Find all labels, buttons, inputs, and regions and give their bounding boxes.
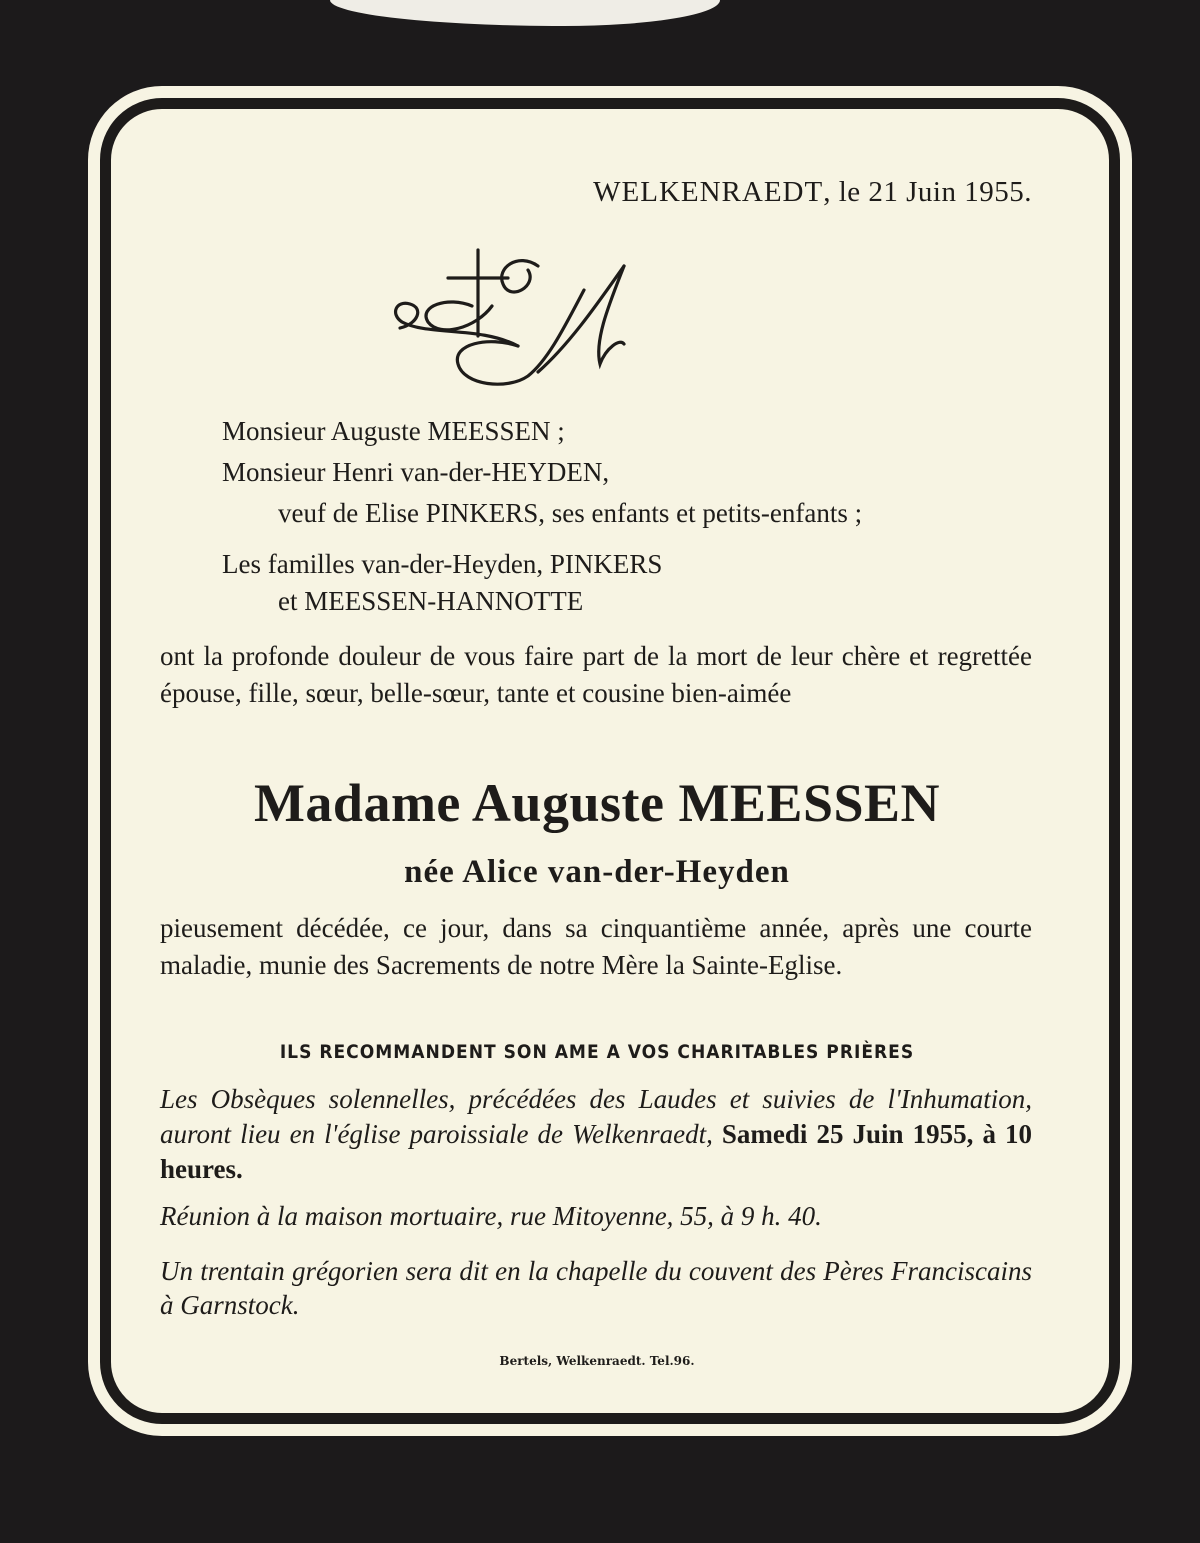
mourner-line-5: et MEESSEN-HANNOTTE xyxy=(278,586,584,616)
mourner-line-3: veuf de Elise PINKERS, ses enfants et petits-enfants ; xyxy=(278,498,863,528)
card-content xyxy=(88,86,1132,1436)
announcement-paragraph: ont la profonde douleur de vous faire part de la mort de leur chère et regrettée épouse, fille, sœur, belle-sœur, tante et cousine bien-aimée xyxy=(160,641,1032,708)
mourner-line-2: Monsieur Henri van-der-HEYDEN, xyxy=(222,457,610,487)
death-details-paragraph: pieusement décédée, ce jour, dans sa cinquantième année, après une courte maladie, munie des Sacrements de notre Mère la Sainte-Eglise. xyxy=(160,913,1032,980)
mourner-line-4: Les familles van-der-Heyden, PINKERS xyxy=(222,549,663,579)
monogram-initial: M xyxy=(388,231,403,248)
place-name: WELKENRAEDT xyxy=(593,176,824,208)
funeral-date: Samedi 25 Juin 1955, à 10 heures. xyxy=(160,1119,1033,1184)
funeral-paragraph xyxy=(160,1082,1032,1187)
maiden-name: née Alice van-der-Heyden xyxy=(404,854,790,890)
cross-monogram-icon xyxy=(388,231,638,394)
prayer-request: ILS RECOMMANDENT SON AME A VOS CHARITABLES PRIÈRES xyxy=(279,1041,915,1063)
torn-paper-edge xyxy=(330,0,720,26)
gathering-line: Réunion à la maison mortuaire, rue Mitoyenne, 55, à 9 h. 40. xyxy=(160,1201,822,1231)
deceased-name: Madame Auguste MEESSEN xyxy=(253,773,941,833)
date-line xyxy=(593,176,1032,209)
mourner-line-1: Monsieur Auguste MEESSEN ; xyxy=(222,416,565,446)
mourning-card xyxy=(88,86,1132,1436)
printer-credit: Bertels, Welkenraedt. Tel.96. xyxy=(499,1354,695,1368)
trentain-paragraph: Un trentain grégorien sera dit en la chapelle du couvent des Pères Franciscains à Garnstock. xyxy=(160,1256,1032,1320)
funeral-text: Les Obsèques solennelles, précédées des Laudes et suivies de l'Inhumation, auront lieu en l'église paroissiale de Welkenraedt, xyxy=(160,1084,1032,1149)
date-text: , le 21 Juin 1955. xyxy=(823,176,1032,208)
